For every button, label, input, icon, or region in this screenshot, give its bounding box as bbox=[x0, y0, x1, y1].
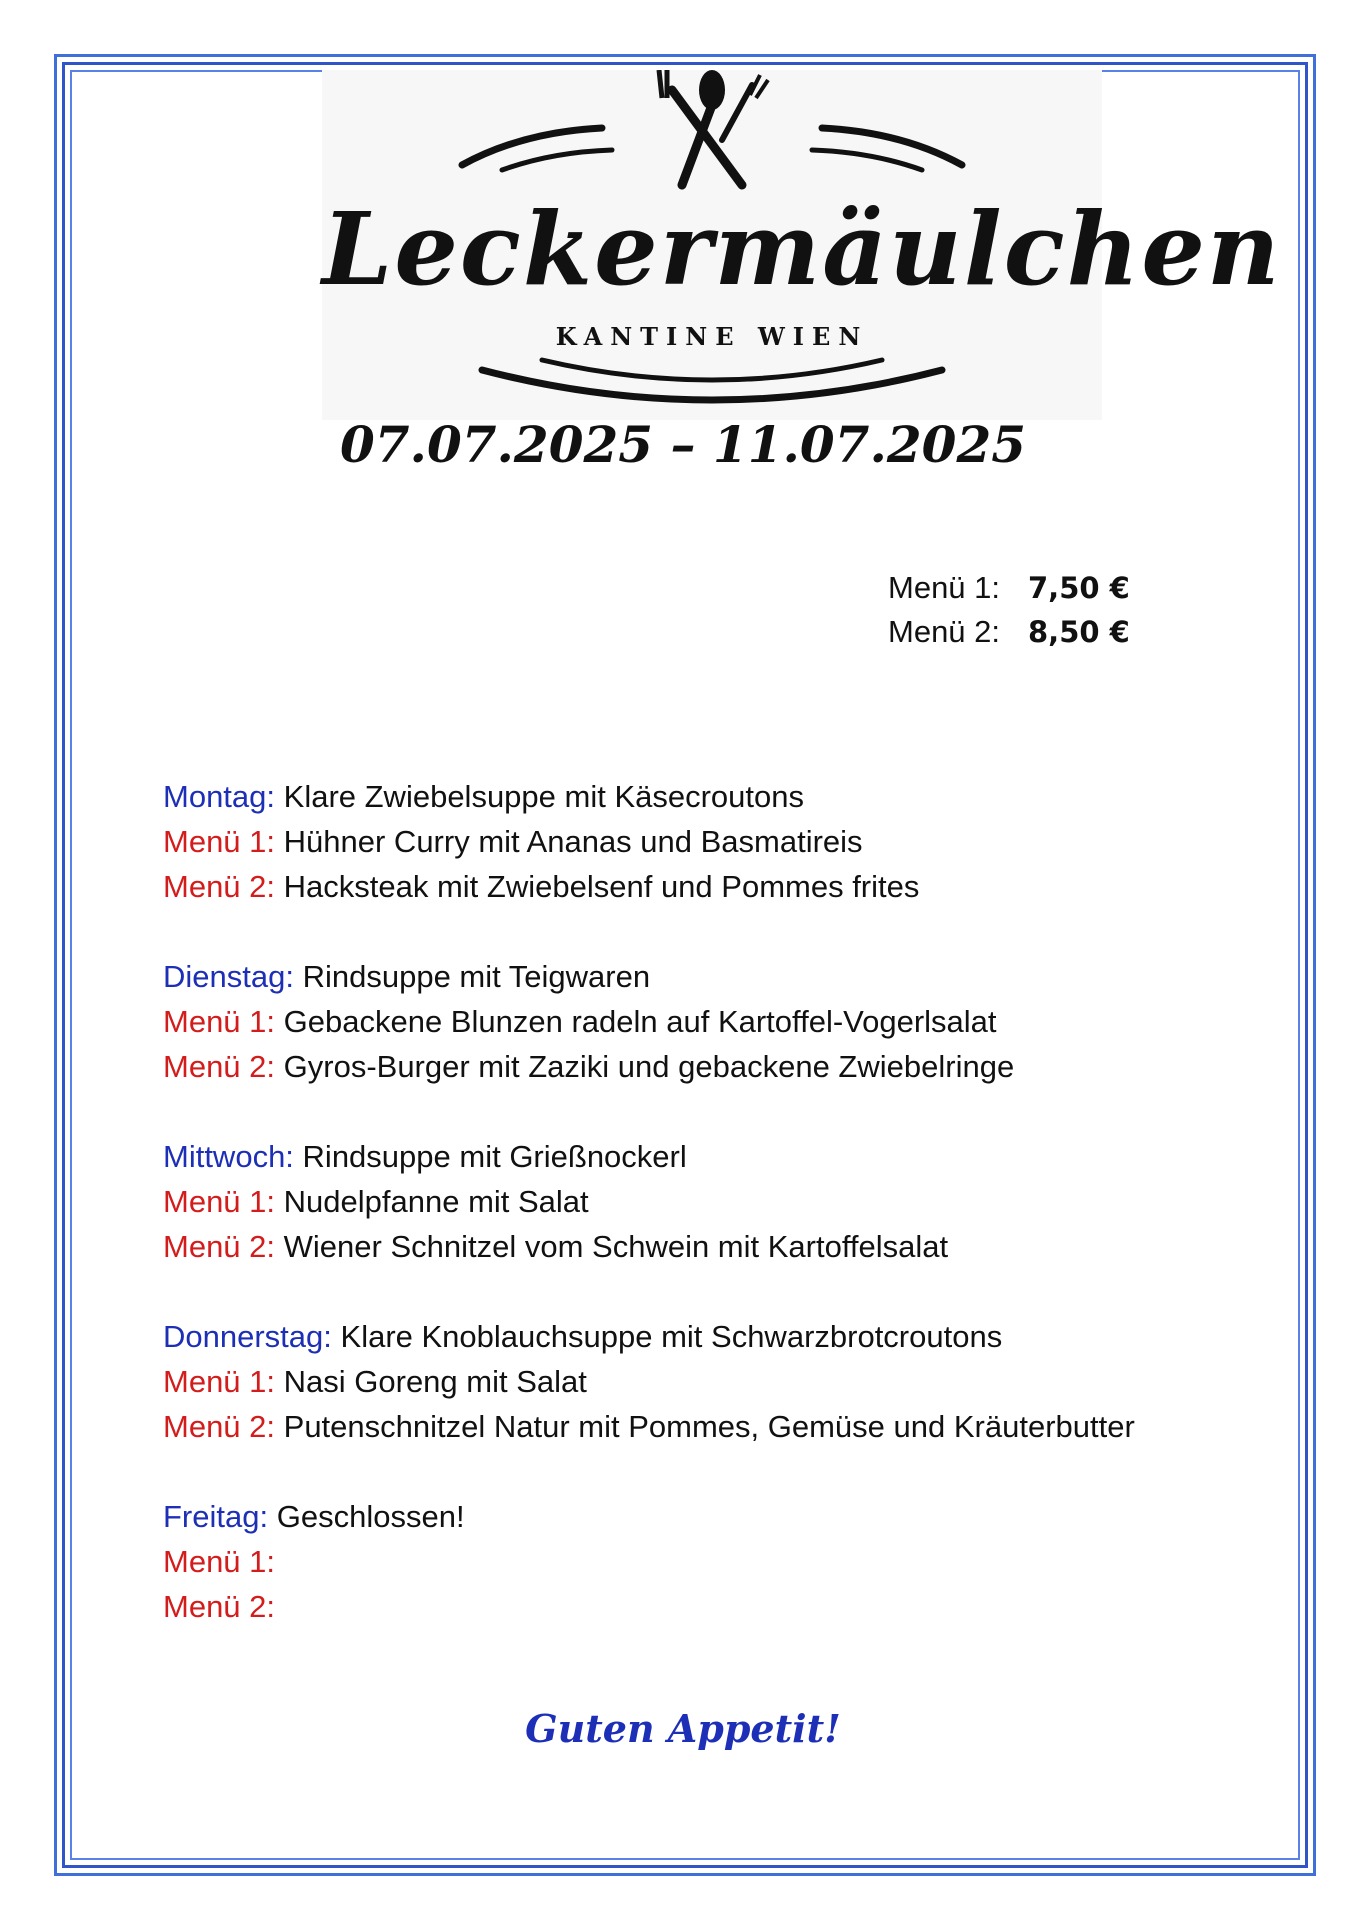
price-value: 7,50 € bbox=[1028, 571, 1130, 605]
price-value: 8,50 € bbox=[1028, 615, 1130, 649]
menu2-text: Putenschnitzel Natur mit Pommes, Gemüse und Kräuterbutter bbox=[283, 1409, 1135, 1444]
soup-text: Geschlossen! bbox=[276, 1499, 465, 1534]
menu1-label: Menü 1: bbox=[163, 1544, 276, 1579]
menu1-text: Nasi Goreng mit Salat bbox=[283, 1364, 587, 1399]
day-block-mittwoch bbox=[163, 1134, 1135, 1269]
footer-greeting: Guten Appetit! bbox=[525, 1706, 841, 1751]
menu1-label: Menü 1: bbox=[163, 824, 276, 859]
day-label: Donnerstag: bbox=[163, 1319, 332, 1354]
price-row bbox=[888, 566, 1130, 610]
menu1-text: Nudelpfanne mit Salat bbox=[283, 1184, 589, 1219]
day-block-montag bbox=[163, 774, 1135, 909]
date-range: 07.07.2025 – 11.07.2025 bbox=[339, 415, 1027, 474]
price-list bbox=[888, 566, 1130, 654]
logo bbox=[322, 70, 1282, 420]
price-label: Menü 1: bbox=[888, 570, 1001, 605]
menu2-label: Menü 2: bbox=[163, 1229, 276, 1264]
weekly-menu bbox=[163, 774, 1135, 1674]
brand-name: Leckermäulchen bbox=[322, 190, 1282, 308]
menu2-label: Menü 2: bbox=[163, 1409, 276, 1444]
day-block-dienstag bbox=[163, 954, 1135, 1089]
menu2-label: Menü 2: bbox=[163, 869, 276, 904]
day-label: Dienstag: bbox=[163, 959, 294, 994]
soup-text: Rindsuppe mit Teigwaren bbox=[302, 959, 651, 994]
menu1-text: Gebackene Blunzen radeln auf Kartoffel-Vogerlsalat bbox=[283, 1004, 997, 1039]
menu1-label: Menü 1: bbox=[163, 1184, 276, 1219]
day-label: Freitag: bbox=[163, 1499, 269, 1534]
menu2-text: Wiener Schnitzel vom Schwein mit Kartoffelsalat bbox=[283, 1229, 949, 1264]
day-block-donnerstag bbox=[163, 1314, 1135, 1449]
menu1-text: Hühner Curry mit Ananas und Basmatireis bbox=[283, 824, 863, 859]
menu2-text: Gyros-Burger mit Zaziki und gebackene Zwiebelringe bbox=[283, 1049, 1015, 1084]
soup-text: Klare Zwiebelsuppe mit Käsecroutons bbox=[283, 779, 805, 814]
menu2-label: Menü 2: bbox=[163, 1049, 276, 1084]
price-row bbox=[888, 610, 1130, 654]
menu1-label: Menü 1: bbox=[163, 1364, 276, 1399]
menu2-text: Hacksteak mit Zwiebelsenf und Pommes frites bbox=[283, 869, 920, 904]
day-block-freitag bbox=[163, 1494, 1135, 1629]
day-label: Montag: bbox=[163, 779, 276, 814]
soup-text: Rindsuppe mit Grießnockerl bbox=[302, 1139, 687, 1174]
menu1-label: Menü 1: bbox=[163, 1004, 276, 1039]
menu2-label: Menü 2: bbox=[163, 1589, 276, 1624]
brand-subtitle: KANTINE WIEN bbox=[555, 322, 869, 351]
day-label: Mittwoch: bbox=[163, 1139, 294, 1174]
price-label: Menü 2: bbox=[888, 614, 1001, 649]
soup-text: Klare Knoblauchsuppe mit Schwarzbrotcroutons bbox=[340, 1319, 1003, 1354]
